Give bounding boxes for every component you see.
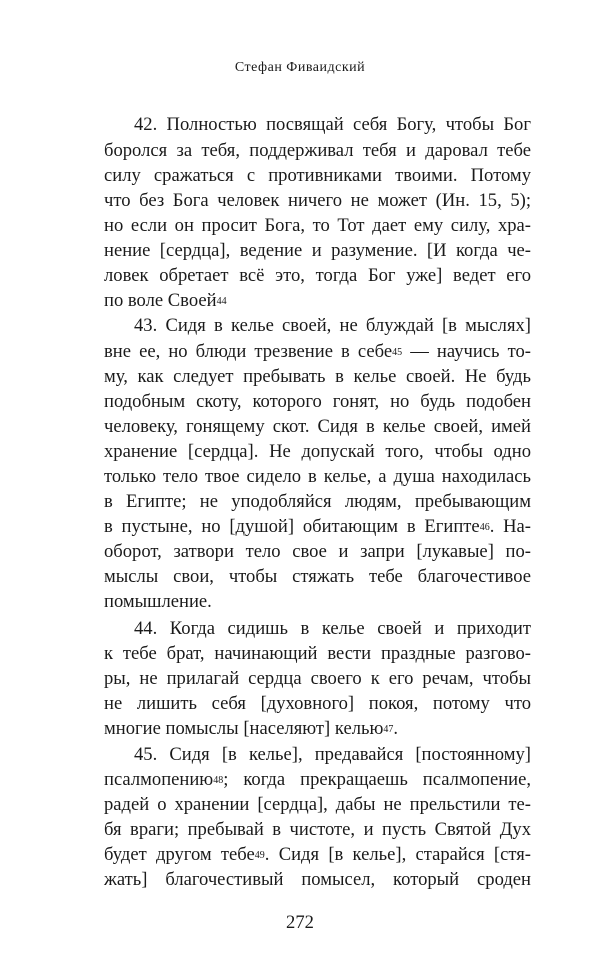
text-line: но если он просит Бога, то Тот дает ему силу, хра- bbox=[104, 215, 531, 236]
running-head: Стефан Фиваидский bbox=[234, 60, 366, 75]
text-line: мыслы свои, чтобы стяжать тебе благочестивое bbox=[104, 566, 531, 587]
text-line: по воле Своей$^{44}$ bbox=[104, 290, 227, 311]
text-line: оборот, затвори тело свое и запри [лукавые] по- bbox=[104, 541, 531, 562]
text-line: ры, не прилагай сердца своего к его речам, чтобы bbox=[104, 668, 531, 689]
text-line: будет другом тебе$^{49}$. Сидя [в келье], старайся [стя- bbox=[104, 844, 531, 865]
footnote-ref: 44 bbox=[216, 296, 227, 307]
footnote-ref: 49 bbox=[254, 850, 265, 861]
text-line: не лишить себя [духовного] покоя, потому что bbox=[104, 693, 531, 714]
footnote-ref: 48 bbox=[213, 775, 224, 786]
text-line: хранение [сердца]. Не допускай того, чтобы одно bbox=[104, 441, 531, 462]
footnote-ref: 46 bbox=[479, 522, 490, 533]
footnote-ref: 45 bbox=[392, 347, 403, 358]
text-line: в пустыне, но [душой] обитающим в Египте$^{46}$. На- bbox=[104, 516, 531, 537]
text-line: му, как следует пребывать в келье своей. Не будь bbox=[104, 366, 531, 387]
page-number: 272 bbox=[286, 912, 314, 933]
text-line: ловек обретает всё это, тогда Бог уже] ведет его bbox=[104, 265, 531, 286]
text-line: силу сражаться с противниками твоими. Потому bbox=[104, 165, 531, 186]
text-line: 43. Сидя в келье своей, не блуждай [в мыслях] bbox=[134, 315, 531, 336]
footnote-ref: 47 bbox=[383, 724, 394, 735]
text-line: в Египте; не уподобляйся людям, пребывающим bbox=[104, 491, 531, 512]
text-line: помышление. bbox=[104, 591, 212, 612]
text-line: бя враги; пребывай в чистоте, и пусть Святой Дух bbox=[104, 819, 531, 840]
text-line: боролся за тебя, поддерживал тебя и даровал тебе bbox=[104, 140, 531, 161]
text-line: радей о хранении [сердца], дабы не прельстили те- bbox=[104, 794, 531, 815]
text-line: нение [сердца], ведение и разумение. [И когда че- bbox=[104, 240, 531, 261]
text-line: вне ее, но блюди трезвение в себе$^{45}$ — научись то- bbox=[104, 341, 531, 362]
text-line: подобным скоту, которого гонят, но будь подобен bbox=[104, 391, 531, 412]
text-line: многие помыслы [населяют] келью$^{47}$. bbox=[104, 718, 399, 739]
text-line: что без Бога человек ничего не может (Ин. 15, 5); bbox=[104, 190, 531, 211]
text-line: 45. Сидя [в келье], предавайся [постоянному] bbox=[134, 744, 531, 765]
text-line: к тебе брат, начинающий вести праздные разгово- bbox=[104, 643, 531, 664]
text-line: только тело твое сидело в келье, а душа находилась bbox=[104, 466, 531, 487]
text-line: 42. Полностью посвящай себя Богу, чтобы Бог bbox=[134, 114, 531, 135]
text-line: жать] благочестивый помысел, который сроден bbox=[104, 869, 531, 890]
text-line: 44. Когда сидишь в келье своей и приходит bbox=[134, 618, 531, 639]
text-line: человеку, гонящему скот. Сидя в келье своей, имей bbox=[104, 416, 531, 437]
text-line: псалмопению$^{48}$; когда прекращаешь псалмопение, bbox=[104, 769, 531, 790]
